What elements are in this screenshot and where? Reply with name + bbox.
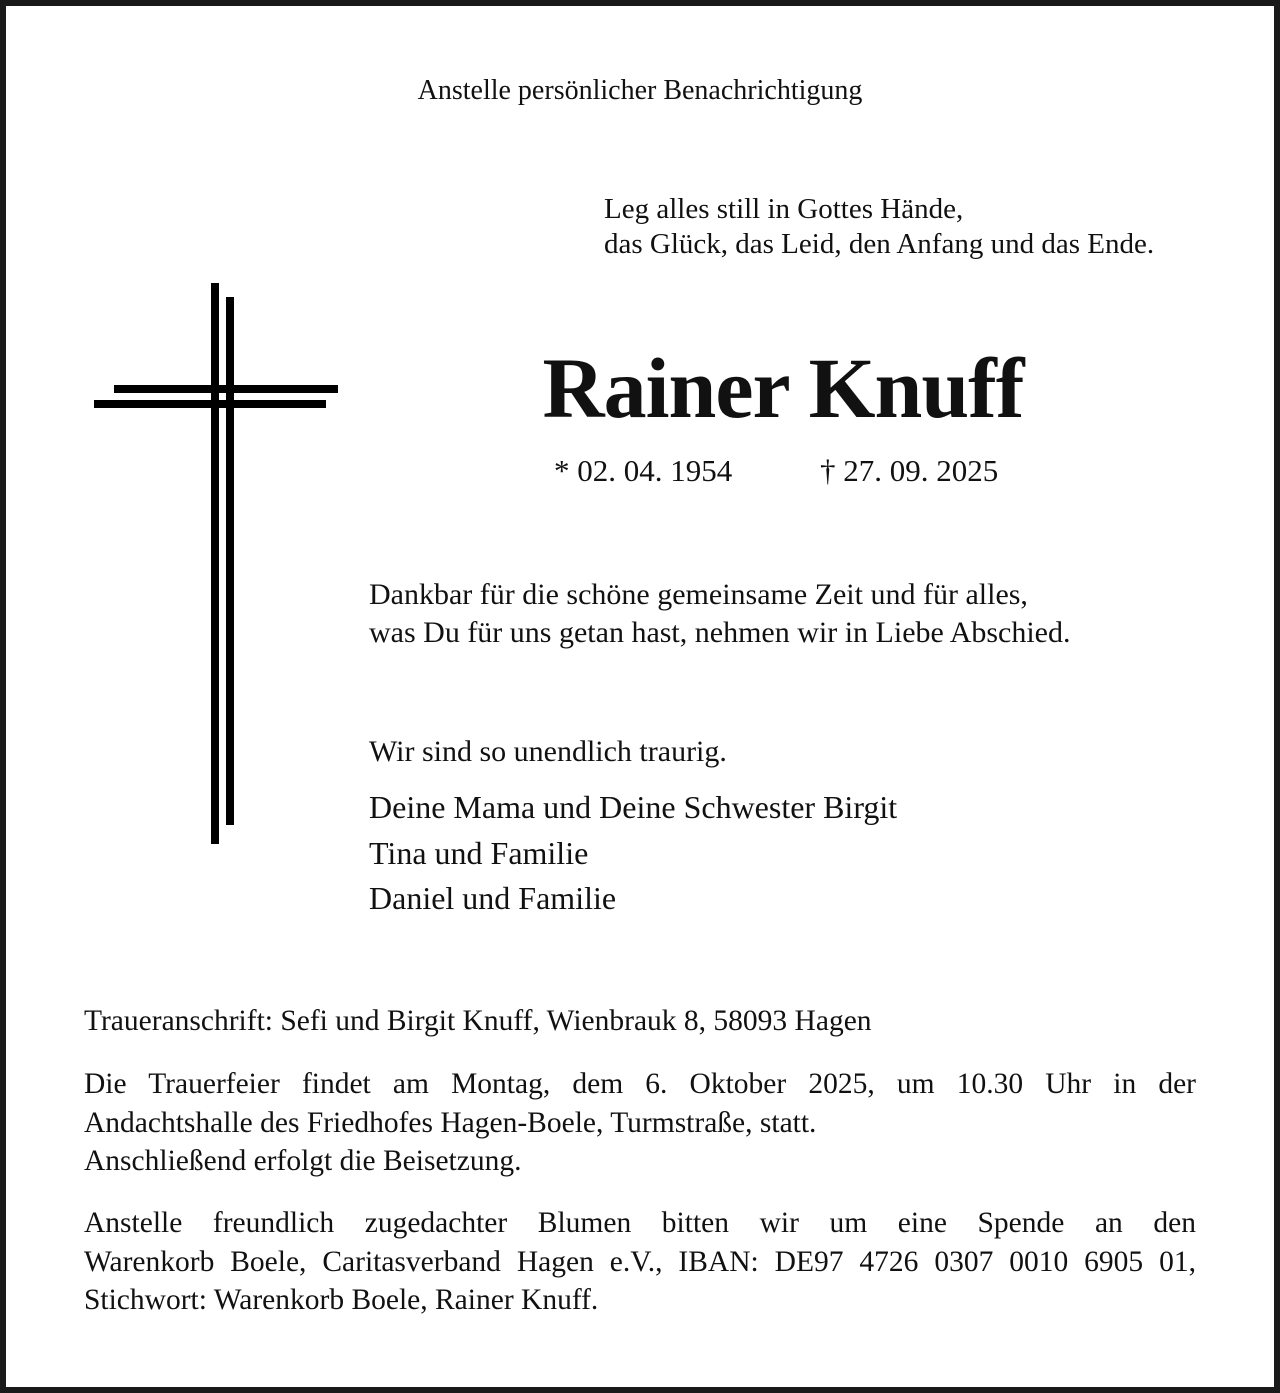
donation-line-2: Warenkorb Boele, Caritasverband Hagen e.V., IBAN: DE97 4726 0307 0010 6905 01, xyxy=(84,1245,1196,1278)
birth-date: * 02. 04. 1954 xyxy=(554,453,733,488)
service-line-2: Andachtshalle des Friedhofes Hagen-Boele, Turmstraße, statt. xyxy=(84,1106,817,1139)
service-line-3: Anschließend erfolgt die Beisetzung. xyxy=(84,1145,522,1177)
mourners-list xyxy=(369,785,897,922)
gratitude-line-1: Dankbar für die schöne gemeinsame Zeit und für alles, xyxy=(369,578,1028,611)
verse xyxy=(604,192,1154,262)
donation-line-1: Anstelle freundlich zugedachter Blumen bitten wir um eine Spende an den xyxy=(84,1207,1196,1239)
verse-line-2: das Glück, das Leid, den Anfang und das Ende. xyxy=(604,228,1155,260)
donation-info xyxy=(84,1204,1196,1320)
sorrow-line: Wir sind so unendlich traurig. xyxy=(369,735,727,768)
verse-line-1: Leg alles still in Gottes Hände, xyxy=(604,193,964,225)
mourner-3: Daniel und Familie xyxy=(369,880,617,916)
service-line-1: Die Trauerfeier findet am Montag, dem 6. Oktober 2025, um 10.30 Uhr in der xyxy=(84,1068,1196,1100)
gratitude-text xyxy=(369,576,1071,652)
donation-line-3: Stichwort: Warenkorb Boele, Rainer Knuff. xyxy=(84,1284,599,1316)
death-date: † 27. 09. 2025 xyxy=(820,453,999,488)
header-note: Anstelle persönlicher Benachrichtigung xyxy=(417,75,863,106)
deceased-name: Rainer Knuff xyxy=(542,340,1024,436)
gratitude-line-2: was Du für uns getan hast, nehmen wir in Liebe Abschied. xyxy=(369,616,1071,649)
mourning-address: Traueranschrift: Sefi und Birgit Knuff, Wienbrauk 8, 58093 Hagen xyxy=(84,1005,872,1037)
mourner-2: Tina und Familie xyxy=(369,834,589,871)
mourner-1: Deine Mama und Deine Schwester Birgit xyxy=(369,789,898,825)
funeral-service-info xyxy=(84,1065,1196,1181)
